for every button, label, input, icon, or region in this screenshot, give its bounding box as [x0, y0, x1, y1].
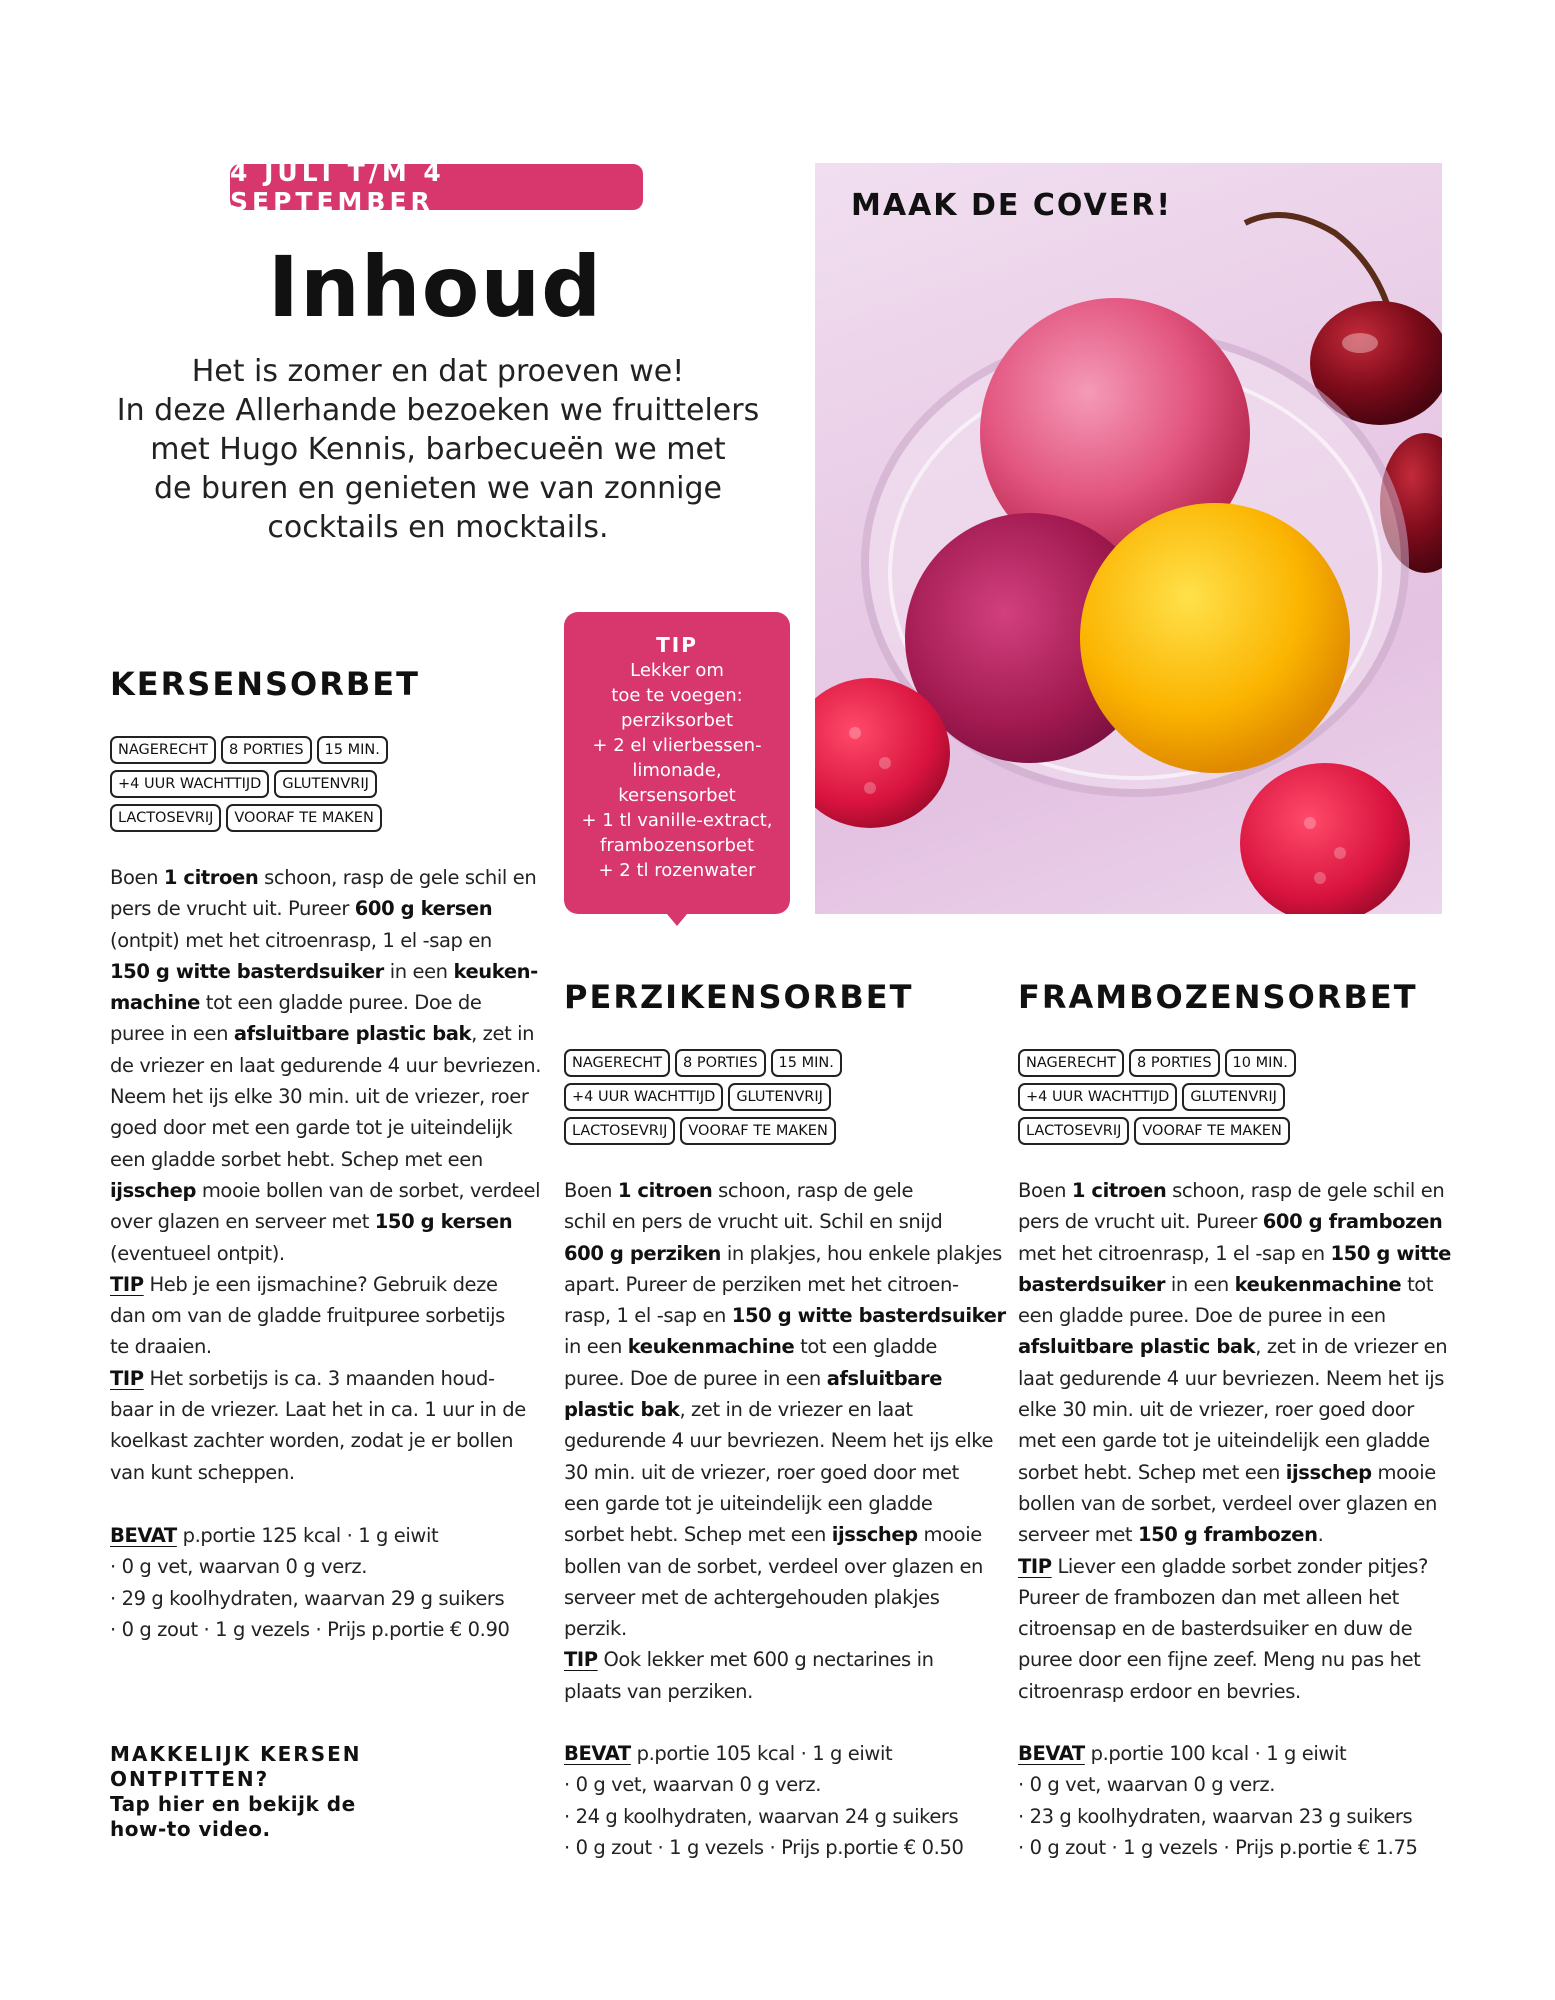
tip-bubble-line: perziksorbet — [620, 710, 734, 731]
bevat-label: BEVAT — [110, 1524, 177, 1547]
tip-bubble-line: toe te voegen: — [611, 685, 743, 706]
cover-label[interactable]: MAAK DE COVER! — [851, 188, 1173, 223]
tag: +4 UUR WACHTTIJD — [564, 1083, 723, 1111]
tag: VOORAF TE MAKEN — [1134, 1117, 1289, 1145]
tag: 10 MIN. — [1225, 1049, 1296, 1077]
howto-subtext: how-to video. — [110, 1817, 271, 1841]
tag: +4 UUR WACHTTIJD — [110, 770, 269, 798]
tag: NAGERECHT — [564, 1049, 670, 1077]
recipe-tags-kersen — [110, 736, 530, 838]
tag: 15 MIN. — [317, 736, 388, 764]
tip-label: TIP — [564, 1648, 598, 1672]
tip-bubble-title: TIP — [656, 633, 698, 657]
nutrition-kersen: BEVAT p.portie 125 kcal · 1 g eiwit · 0 g vet, waarvan 0 g verz. · 29 g koolhydraten, waarvan 29 g suikers · 0 g zout · 1 g vezels · Prijs p.portie € 0.90 — [110, 1524, 510, 1641]
tag: NAGERECHT — [110, 736, 216, 764]
tip-bubble-line: limonade, — [632, 760, 722, 781]
recipe-tags-perziken — [564, 1049, 984, 1151]
recipe-tags-frambozen — [1018, 1049, 1438, 1151]
howto-video-link[interactable] — [110, 1742, 370, 1842]
tag: LACTOSEVRIJ — [1018, 1117, 1129, 1145]
tip-bubble-line: + 1 tl vanille-extract, — [581, 810, 773, 831]
tag: NAGERECHT — [1018, 1049, 1124, 1077]
tag: 8 PORTIES — [675, 1049, 766, 1077]
date-badge: 4 JULI T/M 4 SEPTEMBER — [230, 164, 643, 210]
howto-heading: MAKKELIJK KERSEN — [110, 1742, 362, 1766]
intro-line: met Hugo Kennis, barbecueën we met — [150, 432, 726, 467]
tag: GLUTENVRIJ — [274, 770, 377, 798]
recipe-title-kersen: KERSENSORBET — [110, 665, 420, 703]
recipe-title-frambozen: FRAMBOZENSORBET — [1018, 978, 1418, 1016]
cover-photo[interactable] — [815, 163, 1442, 914]
tip-bubble — [564, 612, 790, 914]
intro-line: de buren en genieten we van zonnige — [153, 471, 723, 506]
intro-text — [108, 352, 768, 547]
tip-bubble-line: + 2 tl rozenwater — [598, 860, 756, 881]
tip-bubble-line: kersensorbet — [618, 785, 736, 806]
tag: 8 PORTIES — [221, 736, 312, 764]
intro-line: In deze Allerhande bezoeken we fruittelers — [116, 393, 760, 428]
sorbet-illustration — [815, 163, 1442, 914]
page-title: Inhoud — [267, 238, 603, 336]
tag: +4 UUR WACHTTIJD — [1018, 1083, 1177, 1111]
tag: VOORAF TE MAKEN — [226, 804, 381, 832]
tip-label: TIP — [110, 1272, 144, 1296]
tag: 15 MIN. — [771, 1049, 842, 1077]
tag: GLUTENVRIJ — [728, 1083, 831, 1111]
bevat-label: BEVAT — [564, 1742, 631, 1765]
nutrition-perziken: BEVAT p.portie 105 kcal · 1 g eiwit · 0 g vet, waarvan 0 g verz. · 24 g koolhydraten, waarvan 24 g suikers · 0 g zout · 1 g vezels · Prijs p.portie € 0.50 — [564, 1742, 964, 1859]
tag: LACTOSEVRIJ — [110, 804, 221, 832]
recipe-body-perziken: Boen 1 citroen schoon, rasp de gele schil en pers de vrucht uit. Schil en snijd 600 g perziken in plakjes, hou enkele plakjes apart. Pureer de perziken met het citroen- rasp, 1 el -sap en 150 g witte basterdsuiker in een keukenmachine tot een gladde puree. Doe de puree in een afsluitbare plastic bak, zet in de vriezer en laat gedurende 4 uur bevriezen. Neem het ijs elke 30 min. uit de vriezer, roer goed door met een garde tot je uiteindelijk een gladde sorbet hebt. Schep met een ijsschep mooie bollen van de sorbet, verdeel over glazen en serveer met de achtergehouden plakjes perzik. TIP Ook lekker met 600 g nectarines in plaats van perziken. — [564, 1179, 1006, 1703]
bevat-label: BEVAT — [1018, 1742, 1085, 1765]
intro-line: cocktails en mocktails. — [267, 510, 609, 545]
howto-subtext: Tap hier en bekijk de — [110, 1792, 356, 1816]
tip-bubble-line: Lekker om — [630, 660, 724, 681]
recipe-body-frambozen: Boen 1 citroen schoon, rasp de gele schil en pers de vrucht uit. Pureer 600 g frambozen met het citroenrasp, 1 el -sap en 150 g witte basterdsuiker in een keukenmachine tot een gladde puree. Doe de puree in een afsluitbare plastic bak, zet in de vriezer en laat gedurende 4 uur bevriezen. Neem het ijs elke 30 min. uit de vriezer, roer goed door met een garde tot je uiteindelijk een gladde sorbet hebt. Schep met een ijsschep mooie bollen van de sorbet, verdeel over glazen en serveer met 150 g frambozen. TIP Liever een gladde sorbet zonder pitjes? Pureer de frambozen dan met alleen het citroensap en de basterdsuiker en duw de puree door een fijne zeef. Meng nu pas het citroenrasp erdoor en bevries. — [1018, 1179, 1451, 1703]
howto-heading: ONTPITTEN? — [110, 1767, 270, 1791]
tip-bubble-line: frambozensorbet — [599, 835, 755, 856]
tag: GLUTENVRIJ — [1182, 1083, 1285, 1111]
tag: VOORAF TE MAKEN — [680, 1117, 835, 1145]
tag: 8 PORTIES — [1129, 1049, 1220, 1077]
intro-line: Het is zomer en dat proeven we! — [191, 354, 685, 389]
tip-bubble-line: + 2 el vlierbessen- — [592, 735, 762, 756]
nutrition-frambozen: BEVAT p.portie 100 kcal · 1 g eiwit · 0 g vet, waarvan 0 g verz. · 23 g koolhydraten, waarvan 23 g suikers · 0 g zout · 1 g vezels · Prijs p.portie € 1.75 — [1018, 1742, 1418, 1859]
recipe-title-perziken: PERZIKENSORBET — [564, 978, 914, 1016]
tip-label: TIP — [110, 1366, 144, 1390]
tag: LACTOSEVRIJ — [564, 1117, 675, 1145]
tip-label: TIP — [1018, 1554, 1052, 1578]
recipe-body-kersen: Boen 1 citroen schoon, rasp de gele schil en pers de vrucht uit. Pureer 600 g kersen (ontpit) met het citroenrasp, 1 el -sap en 150 g witte basterdsuiker in een keuken- machine tot een gladde puree. Doe de puree in een afsluitbare plastic bak, zet in de vriezer en laat gedurende 4 uur bevriezen. Neem het ijs elke 30 min. uit de vriezer, roer goed door met een garde tot je uiteindelijk een gladde sorbet hebt. Schep met een ijsschep mooie bollen van de sorbet, verdeel over glazen en serveer met 150 g kersen (eventueel ontpit). TIP Heb je een ijsmachine? Gebruik deze dan om van de gladde fruitpuree sorbetijs te draaien. TIP Het sorbetijs is ca. 3 maanden houd- baar in de vriezer. Laat het in ca. 1 uur in de koelkast zachter worden, zodat je er bollen van kunt scheppen. — [110, 866, 542, 1484]
